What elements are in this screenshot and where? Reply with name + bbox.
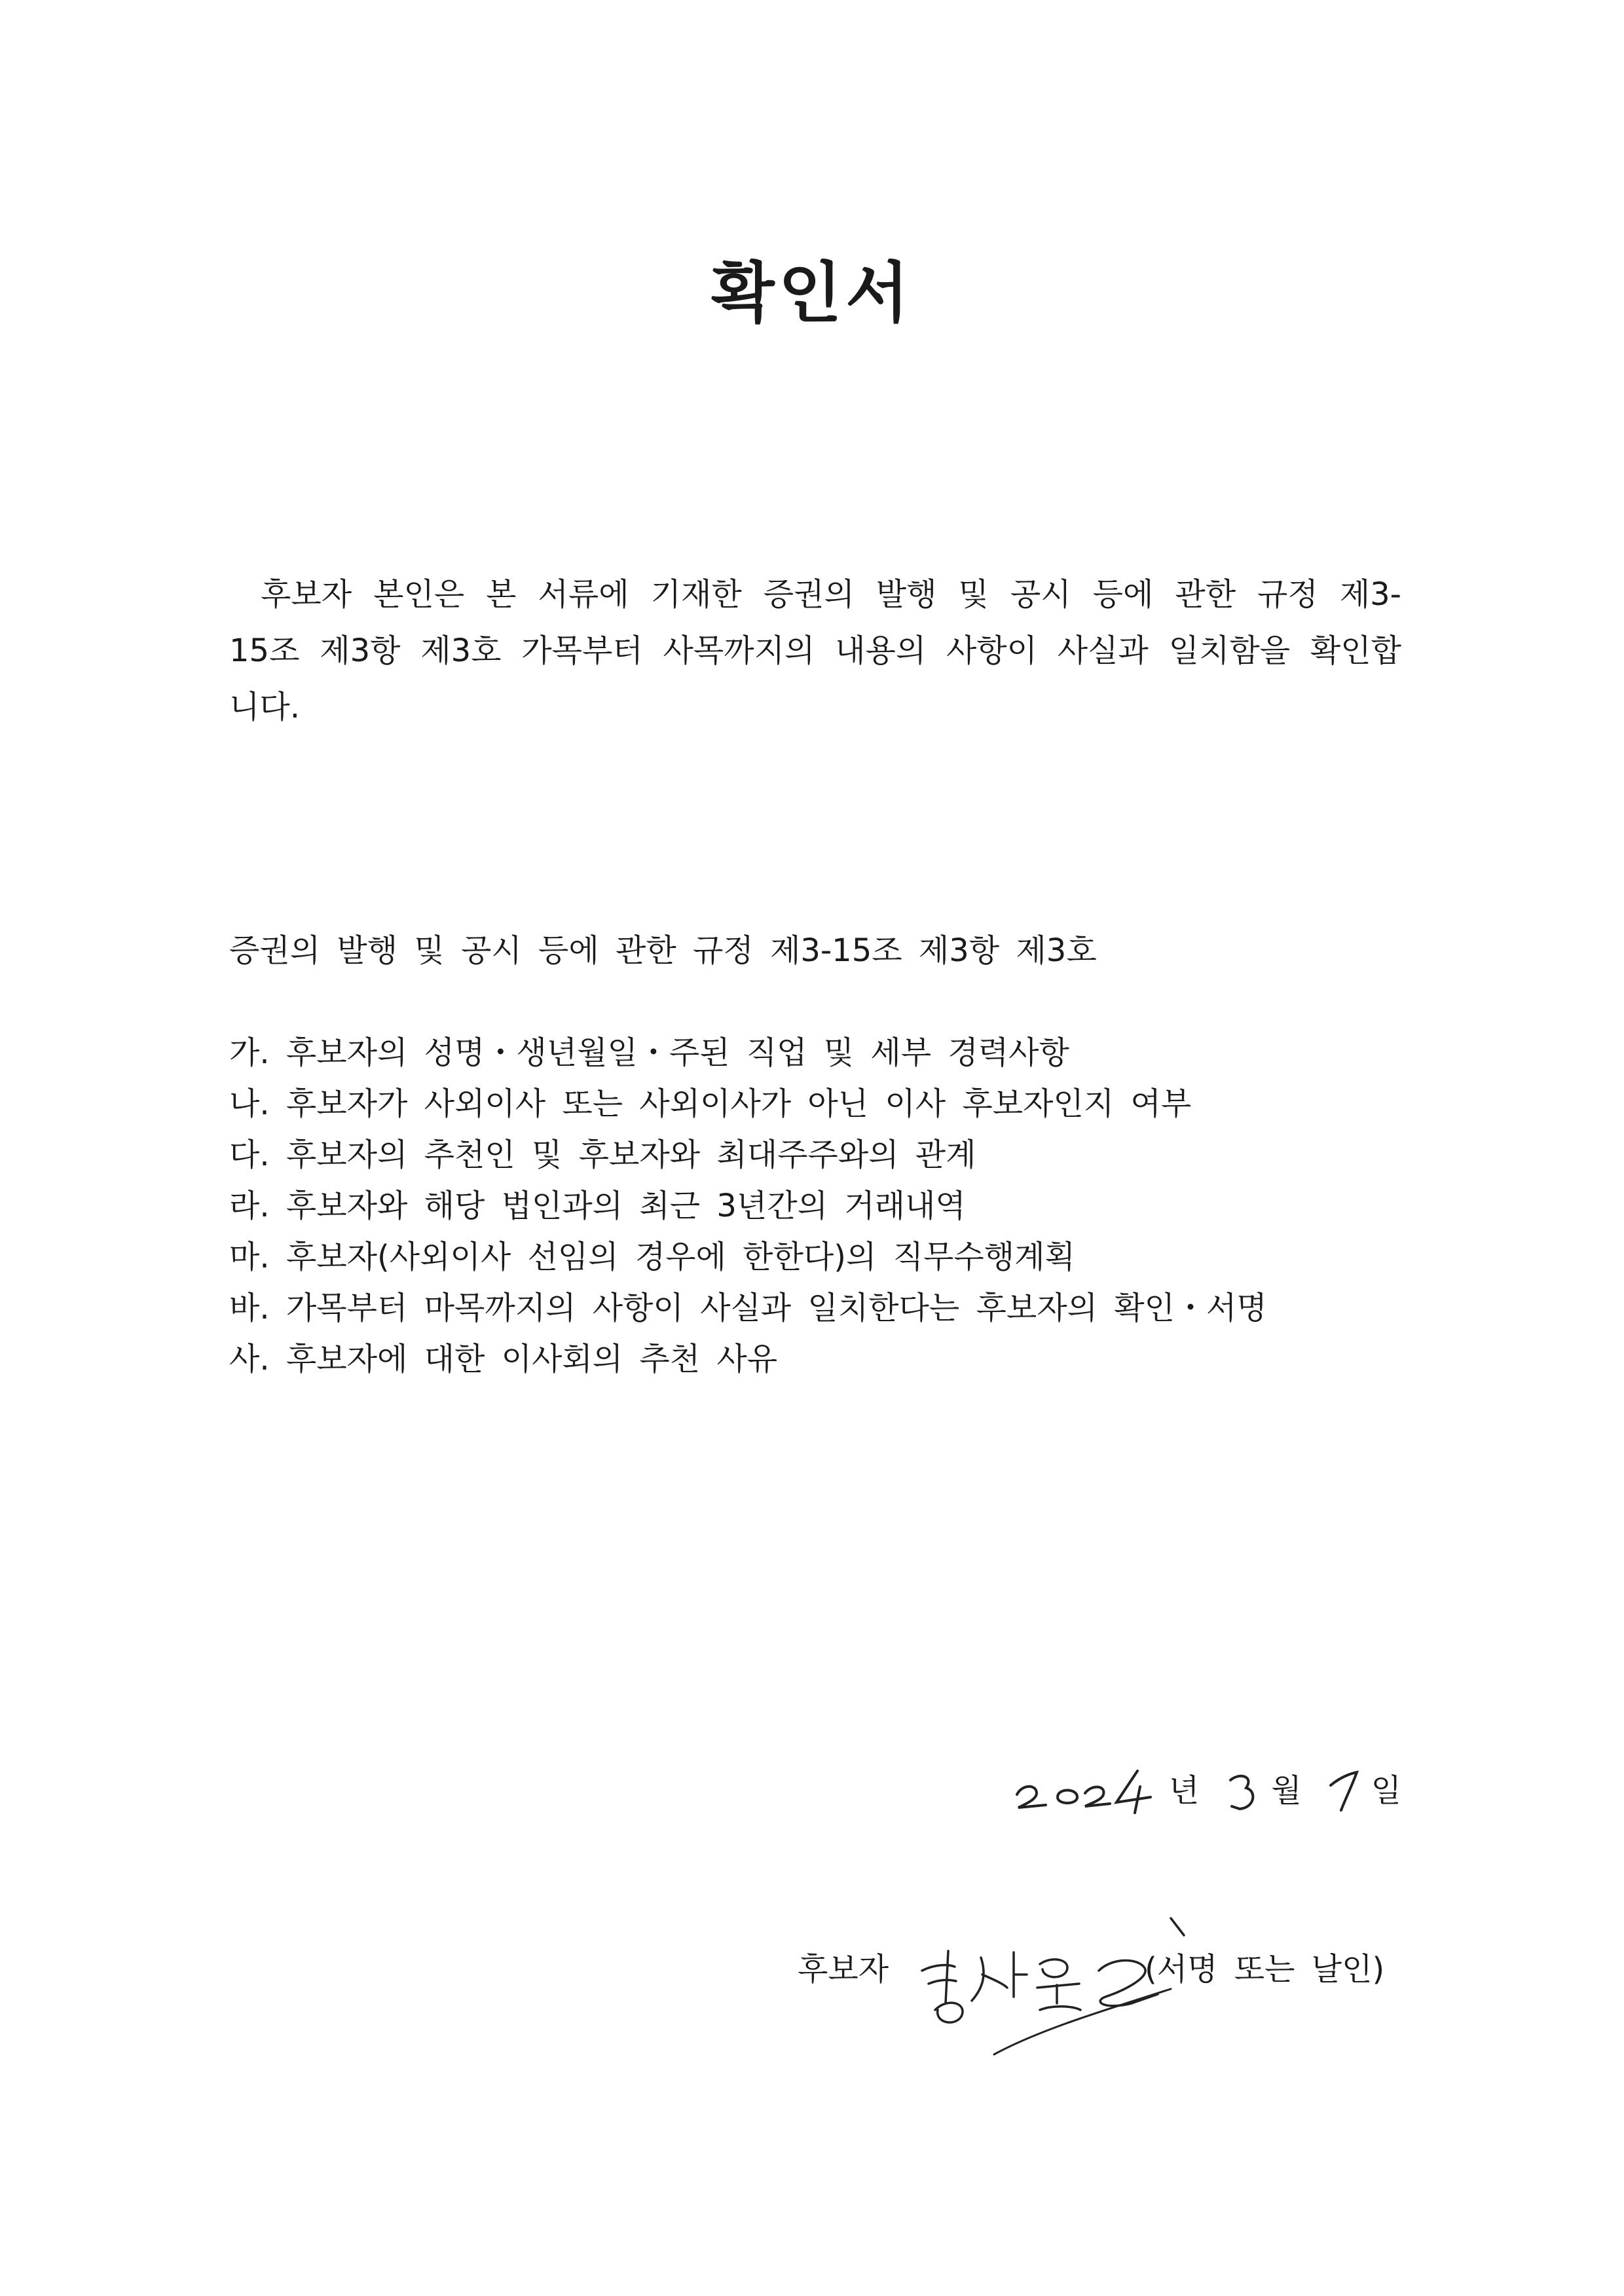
candidate-label: 후보자 [798, 1951, 889, 1988]
handwritten-year [1012, 1764, 1162, 1817]
year-unit: 년 [1168, 1772, 1200, 1809]
list-item: 사. 후보자에 대한 이사회의 추천 사유 [229, 1341, 778, 1377]
regulation-heading: 증권의 발행 및 공시 등에 관한 규정 제3-15조 제3항 제3호 [229, 932, 1097, 969]
item-list [229, 1033, 1267, 1391]
list-item: 라. 후보자와 해당 법인과의 최근 3년간의 거래내역 [229, 1188, 966, 1224]
list-item: 마. 후보자(사외이사 선임의 경우에 한한다)의 직무수행계획 [229, 1239, 1075, 1275]
document-title: 확인서 [711, 255, 913, 331]
signature-block [798, 1912, 1452, 2069]
month-unit: 월 [1271, 1772, 1302, 1809]
handwritten-signature [909, 1912, 1197, 2077]
day-unit: 일 [1371, 1772, 1401, 1809]
handwritten-day [1325, 1764, 1365, 1817]
intro-paragraph: 후보자 본인은 본 서류에 기재한 증권의 발행 및 공시 등에 관한 규정 제3-15조 제3항 제3호 가목부터 사목까지의 내용의 사항이 사실과 일치함을 확인합니다. [229, 576, 1401, 725]
signature-note: (서명 또는 날인) [1145, 1951, 1385, 1988]
handwritten-month [1223, 1764, 1264, 1817]
list-item: 바. 가목부터 마목까지의 사항이 사실과 일치한다는 후보자의 확인・서명 [229, 1290, 1267, 1326]
date-line [1012, 1764, 1401, 1817]
list-item: 나. 후보자가 사외이사 또는 사외이사가 아닌 이사 후보자인지 여부 [229, 1085, 1192, 1122]
list-item: 가. 후보자의 성명・생년월일・주된 직업 및 세부 경력사항 [229, 1034, 1069, 1071]
list-item: 다. 후보자의 추천인 및 후보자와 최대주주와의 관계 [229, 1137, 976, 1173]
